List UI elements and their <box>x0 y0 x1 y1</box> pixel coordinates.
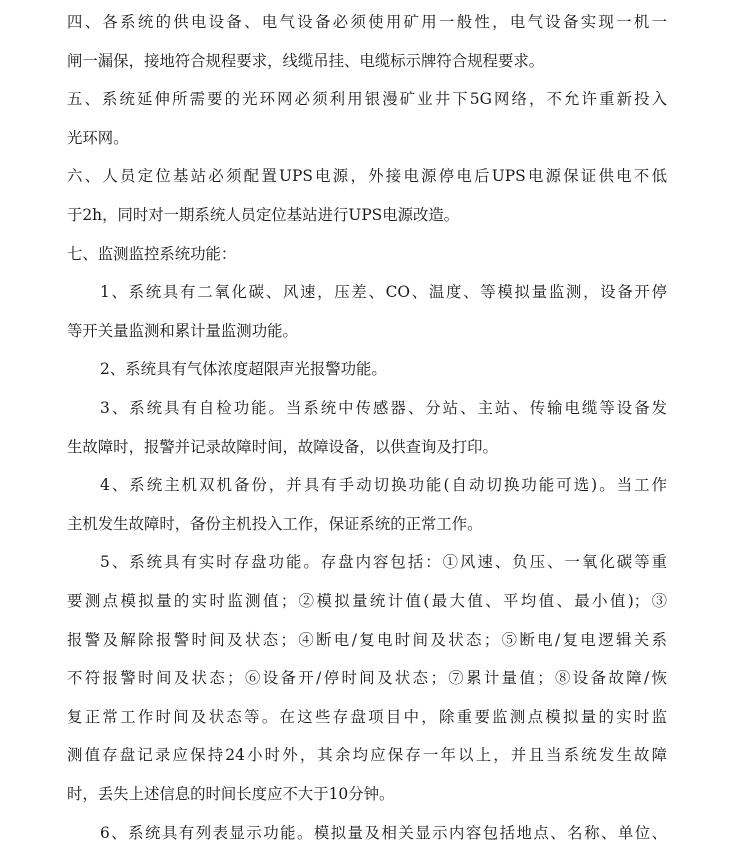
text-line: 3、系统具有自检功能。当系统中传感器、分站、主站、传输电缆等设备发 <box>100 399 667 417</box>
text-line: 主机发生故障时，备份主机投入工作，保证系统的正常工作。 <box>67 514 483 533</box>
text-line: 等开关量监测和累计量监测功能。 <box>67 321 298 340</box>
text-line: 五、系统延伸所需要的光环网必须利用银漫矿业井下5G网络，不允许重新投入 <box>67 90 667 109</box>
text-line: 2、系统具有气体浓度超限声光报警功能。 <box>100 360 387 379</box>
text-line: 七、监测监控系统功能： <box>67 244 237 263</box>
text-line: 光环网。 <box>67 128 129 147</box>
text-line: 六、人员定位基站必须配置UPS电源，外接电源停电后UPS电源保证供电不低 <box>67 167 667 186</box>
text-line: 四、各系统的供电设备、电气设备必须使用矿用一般性，电气设备实现一机一 <box>67 13 667 31</box>
text-line: 时，丢失上述信息的时间长度应不大于10分钟。 <box>67 785 395 803</box>
text-line: 4、系统主机双机备份，并具有手动切换功能(自动切换功能可选)。当工作 <box>100 476 667 495</box>
text-line: 复正常工作时间及状态等。在这些存盘项目中，除重要监测点模拟量的实时监 <box>67 707 667 726</box>
text-line: 于2h，同时对一期系统人员定位基站进行UPS电源改造。 <box>67 206 460 224</box>
text-line: 6、系统具有列表显示功能。模拟量及相关显示内容包括地点、名称、单位、 <box>100 823 667 842</box>
text-line: 1、系统具有二氧化碳、风速，压差、CO、温度、等模拟量监测，设备开停 <box>100 283 667 302</box>
text-line: 测值存盘记录应保持24小时外，其余均应保存一年以上，并且当系统发生故障 <box>67 746 667 765</box>
text-line: 5、系统具有实时存盘功能。存盘内容包括：①风速、负压、一氧化碳等重 <box>100 553 667 572</box>
text-line: 要测点模拟量的实时监测值；②模拟量统计值(最大值、平均值、最小值)；③ <box>67 592 667 610</box>
text-line: 生故障时，报警并记录故障时间，故障设备，以供查询及打印。 <box>67 437 498 456</box>
text-line: 报警及解除报警时间及状态；④断电/复电时间及状态；⑤断电/复电逻辑关系 <box>67 630 667 649</box>
text-line: 不符报警时间及状态；⑥设备开/停时间及状态；⑦累计量值；⑧设备故障/恢 <box>67 669 667 688</box>
text-line: 闸一漏保，接地符合规程要求，线缆吊挂、电缆标示牌符合规程要求。 <box>67 51 545 70</box>
